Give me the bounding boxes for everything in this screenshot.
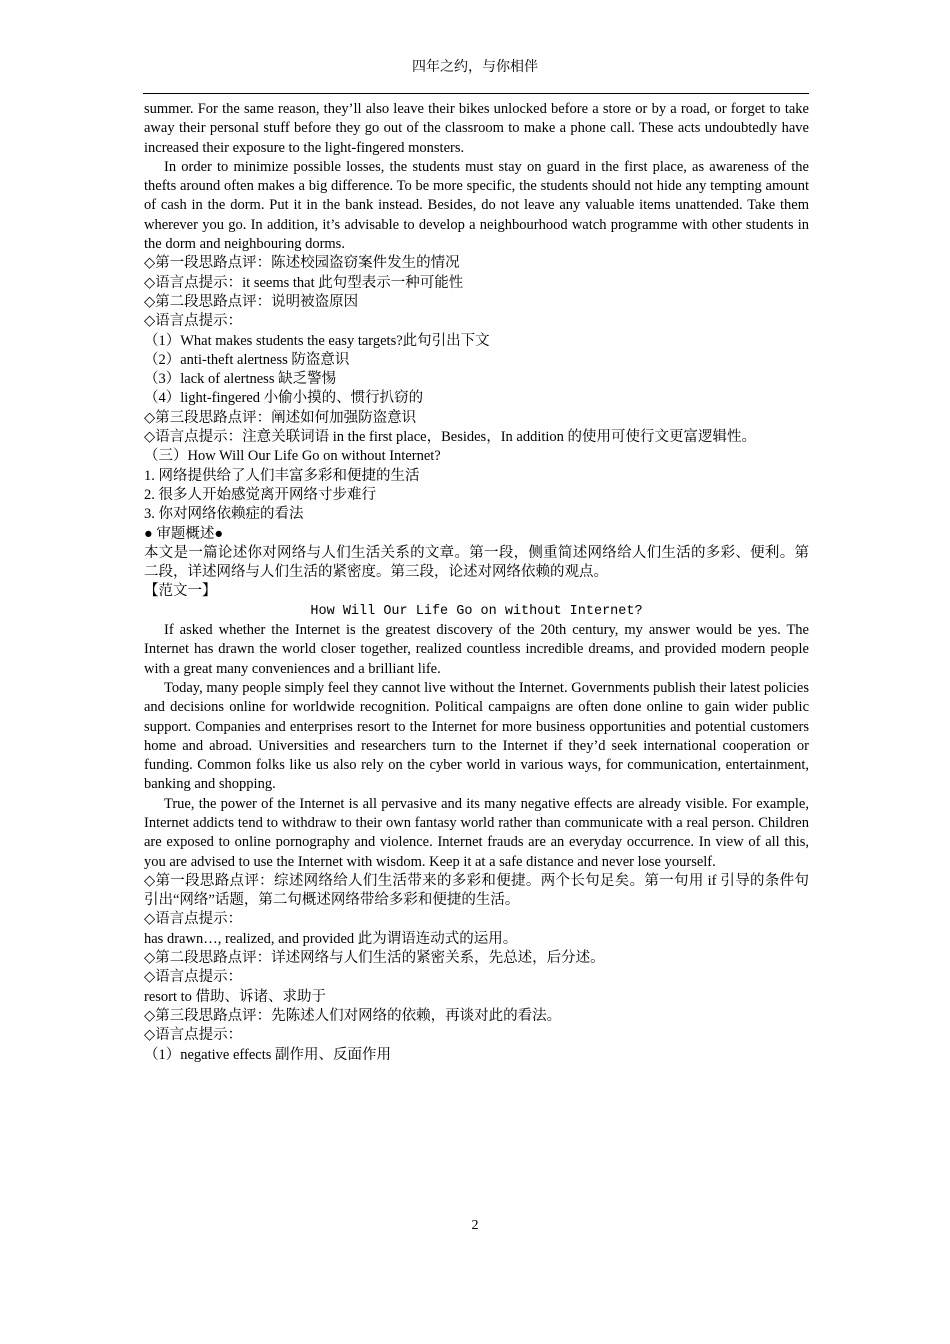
comment-line: ◇语言点提示：: [144, 1027, 243, 1044]
comment-line: ◇第三段思路点评：阐述如何加强防盗意识: [144, 409, 417, 426]
paragraph: In order to minimize possible losses, the students must stay on guard in the first place, as awareness of the thefts around often makes a big difference. To be more specific, the students should not hide any tempting amount of cash in the dorm. Put it in the bank instead. Besides, do not leave any valuable items unattended. Take them wherever you go. In addition, it’s advisable to develop a neighbourhood watch programme with other students in the dorm and neighbouring dorms.: [144, 158, 809, 253]
comment-line: ◇第一段思路点评：陈述校园盗窃案件发生的情况: [144, 255, 460, 272]
comment-line: ◇语言点提示：注意关联词语 in the first place，Besides，In addition 的使用可使行文更富逻辑性。: [144, 429, 757, 446]
page-number: 2: [471, 1218, 479, 1233]
comment-line: resort to 借助、诉诸、求助于: [144, 988, 327, 1005]
list-item: 1. 网络提供给了人们丰富多彩和便捷的生活: [144, 467, 420, 484]
list-item: 2. 很多人开始感觉离开网络寸步难行: [144, 486, 376, 503]
essay-title: How Will Our Life Go on without Internet?: [310, 603, 643, 619]
list-item: （4）light-fingered 小偷小摸的、惯行扒窃的: [144, 390, 424, 407]
comment-line: ◇语言点提示：: [144, 911, 243, 928]
list-item: 3. 你对网络依赖症的看法: [144, 506, 304, 523]
comment-line: ◇第一段思路点评：综述网络给人们生活带来的多彩和便捷。两个长句足矣。第一句用 if 引导的条件句引出“网络”话题，第二句概述网络带给多彩和便捷的生活。: [144, 872, 809, 909]
list-item: （2）anti-theft alertness 防盗意识: [144, 351, 350, 368]
comment-line: has drawn…, realized, and provided 此为谓语连动式的运用。: [144, 930, 518, 947]
subheading: 【范文一】: [144, 583, 217, 600]
list-item: （1）negative effects 副作用、反面作用: [144, 1046, 391, 1063]
paragraph: 本文是一篇论述你对网络与人们生活关系的文章。第一段，侧重简述网络给人们生活的多彩、便利。第二段，详述网络与人们生活的紧密度。第三段，论述对网络依赖的观点。: [144, 544, 809, 581]
comment-line: ◇第二段思路点评：说明被盗原因: [144, 293, 359, 310]
section-heading: （三）How Will Our Life Go on without Internet?: [144, 448, 441, 465]
paragraph: summer. For the same reason, they’ll also leave their bikes unlocked before a store or by a road, or forget to take away their personal stuff before they go out of the classroom to make a phone call. These acts undoubtedly have increased their exposure to the light-fingered monsters.: [144, 101, 809, 156]
list-item: （3）lack of alertness 缺乏警惕: [144, 371, 337, 388]
comment-line: ◇语言点提示：it seems that 此句型表示一种可能性: [144, 274, 464, 291]
page-header: 四年之约，与你相伴: [412, 60, 538, 75]
list-item: （1）What makes students the easy targets?此句引出下文: [144, 332, 490, 349]
comment-line: ◇语言点提示：: [144, 969, 243, 986]
header-rule: [143, 93, 809, 94]
comment-line: ◇语言点提示：: [144, 313, 243, 330]
comment-line: ◇第三段思路点评：先陈述人们对网络的依赖，再谈对此的看法。: [144, 1007, 562, 1024]
paragraph: If asked whether the Internet is the greatest discovery of the 20th century, my answer would be yes. The Internet has drawn the world closer together, realized countless incredible dreams, and provided modern people with a great many conveniences and a brilliant life.: [144, 622, 809, 677]
comment-line: ◇第二段思路点评：详述网络与人们生活的紧密关系，先总述，后分述。: [144, 950, 605, 967]
document-body: [144, 100, 809, 1065]
paragraph: Today, many people simply feel they cannot live without the Internet. Governments publish their latest policies and decisions online for worldwide recognition. Political campaigns are often done online to gain wider public support. Companies and enterprises resort to the Internet for more business opportunities and potential customers home and abroad. Universities and researchers turn to the Internet if they’d seek international cooperation or funding. Common folks like us also rely on the cyber world in various ways, for communication, entertainment, banking and shopping.: [144, 679, 809, 793]
paragraph: True, the power of the Internet is all pervasive and its many negative effects are already visible. For example, Internet addicts tend to withdraw to their own fantasy world rather than communicate with a real person. Children are exposed to online pornography and violence. Internet frauds are an everyday occurrence. In view of all this, you are advised to use the Internet with wisdom. Keep it at a safe distance and never lose yourself.: [144, 795, 809, 870]
subheading: ● 审题概述●: [144, 525, 224, 542]
